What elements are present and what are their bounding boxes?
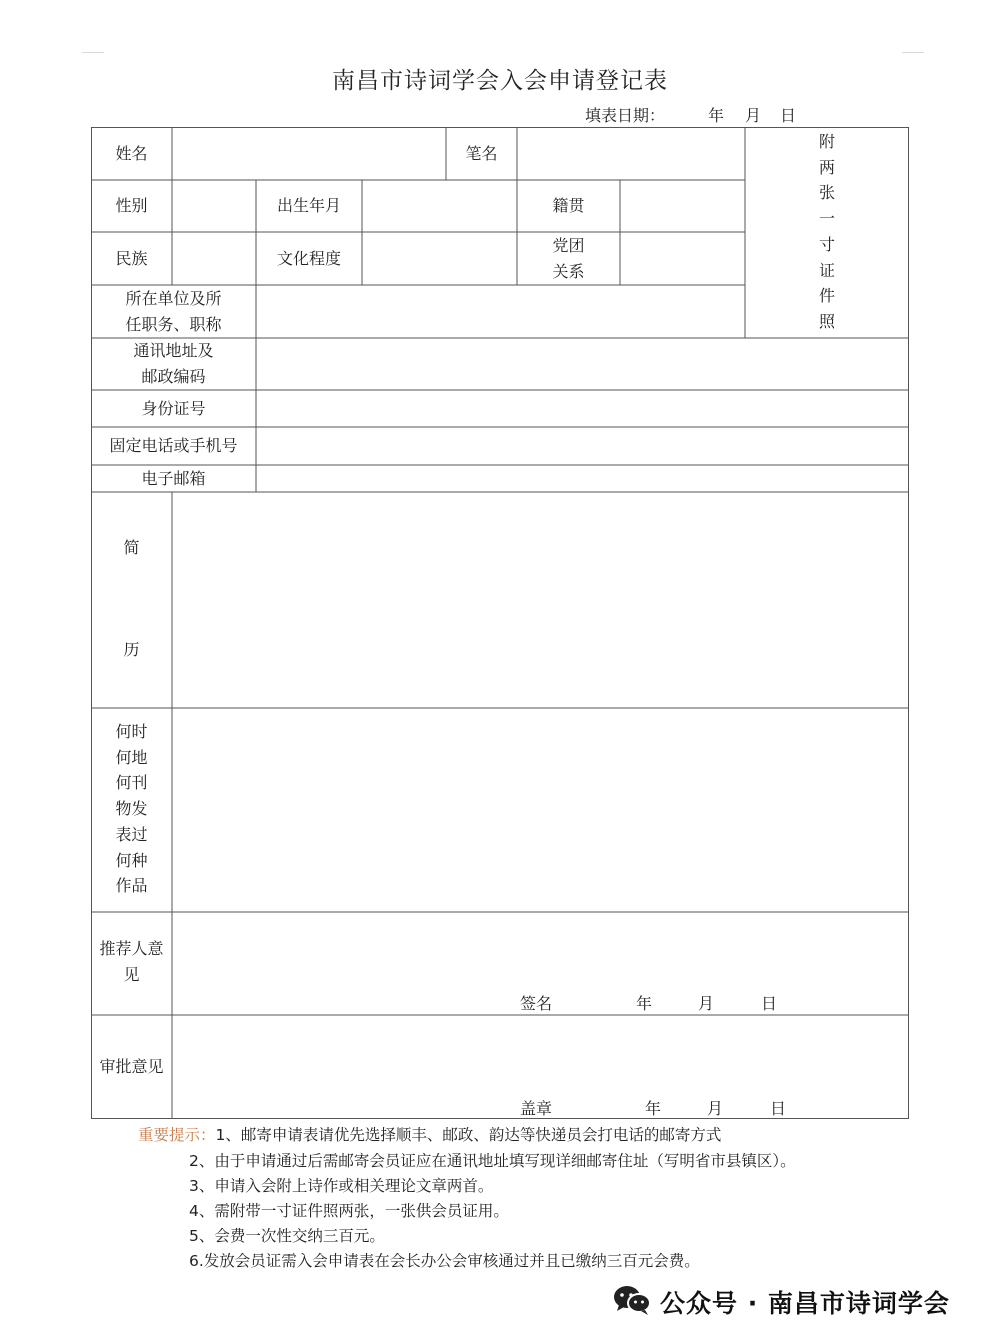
party-label (517, 232, 620, 285)
approval-seal-label: 盖章 (520, 1099, 553, 1118)
form-title: 南昌市诗词学会入会申请登记表 (332, 68, 668, 94)
note-item: 3、申请入会附上诗作或相关理论文章两首。 (189, 1177, 494, 1195)
corner-mark-right (902, 52, 924, 53)
name-label: 姓名 (115, 143, 148, 163)
fill-date-label: 填表日期： (585, 106, 666, 125)
recommender-label-line: 推荐人意 (99, 939, 164, 958)
education-field[interactable] (362, 232, 517, 285)
name-field[interactable] (172, 127, 446, 180)
photo-char: 寸 (818, 234, 835, 254)
gender-label: 性别 (115, 196, 148, 215)
note-item: 2、由于申请通过后需邮寄会员证应在通讯地址填写现详细邮寄住址（写明省市县镇区）。 (189, 1152, 796, 1170)
party-label-line: 关系 (552, 261, 585, 281)
party-label-line: 党团 (552, 235, 585, 255)
fill-date-day: 日 (780, 106, 797, 125)
email-field[interactable] (256, 465, 909, 492)
work-unit-label-line: 任职务、职称 (125, 314, 222, 334)
ethnicity-label: 民族 (115, 248, 148, 268)
gender-field[interactable] (172, 180, 256, 232)
photo-char: 两 (818, 157, 835, 177)
work-unit-label-line: 所在单位及所 (125, 288, 222, 308)
resume-label-2: 历 (123, 640, 140, 659)
work-unit-label (91, 285, 256, 338)
publications-field[interactable] (172, 708, 909, 912)
footer-text: 公众号 · 南昌市诗词学会 (660, 1289, 950, 1318)
address-field[interactable] (256, 338, 909, 390)
note-item: 5、会费一次性交纳三百元。 (189, 1227, 385, 1245)
phone-field[interactable] (256, 427, 909, 465)
publications-label-line: 何种 (115, 850, 148, 870)
approval-seal-day: 日 (770, 1099, 787, 1118)
address-label-line: 通讯地址及 (133, 341, 214, 360)
notes-first-line (138, 1123, 721, 1145)
recommender-sign-label: 签名 (520, 994, 553, 1013)
recommender-sign-year: 年 (636, 994, 653, 1013)
fill-date-month: 月 (745, 106, 762, 125)
footer-watermark (612, 1282, 950, 1322)
photo-char: 附 (818, 132, 835, 151)
publications-label-line: 何地 (115, 747, 148, 767)
birth-label: 出生年月 (276, 196, 341, 215)
note-item: 6.发放会员证需入会申请表在会长办公会审核通过并且已缴纳三百元会费。 (189, 1252, 700, 1270)
publications-label-line: 表过 (115, 824, 148, 844)
photo-char: 一 (818, 209, 835, 229)
application-form-table (91, 127, 909, 1119)
approval-seal-year: 年 (645, 1099, 662, 1118)
photo-char: 照 (818, 311, 835, 331)
native-place-label: 籍贯 (552, 196, 585, 215)
photo-char: 证 (818, 260, 835, 280)
publications-label-line: 作品 (115, 876, 148, 896)
wechat-icon (612, 1284, 652, 1320)
resume-label-1: 简 (123, 538, 140, 557)
pen-name-label: 笔名 (465, 143, 498, 163)
id-number-label: 身份证号 (141, 398, 206, 418)
recommender-sign-month: 月 (698, 994, 715, 1013)
phone-label: 固定电话或手机号 (109, 436, 238, 455)
ethnicity-field[interactable] (172, 232, 256, 285)
email-label: 电子邮箱 (141, 468, 206, 488)
approval-seal-month: 月 (707, 1099, 724, 1118)
notes-label: 重要提示： (138, 1126, 216, 1144)
corner-mark-left (82, 52, 104, 53)
approval-label: 审批意见 (99, 1057, 164, 1076)
note-item: 4、需附带一寸证件照两张，一张供会员证用。 (189, 1202, 509, 1220)
photo-area[interactable] (745, 129, 909, 335)
work-unit-field[interactable] (256, 285, 745, 338)
recommender-label-line: 见 (123, 965, 140, 984)
native-place-field[interactable] (620, 180, 745, 232)
recommender-sign-day: 日 (761, 994, 778, 1013)
birth-field[interactable] (362, 180, 517, 232)
photo-char: 张 (818, 183, 835, 203)
recommender-label (91, 935, 172, 989)
fill-date-year: 年 (708, 106, 725, 125)
publications-label (91, 719, 172, 899)
party-field[interactable] (620, 232, 745, 285)
note-item: 1、邮寄申请表请优先选择顺丰、邮政、韵达等快递员会打电话的邮寄方式 (215, 1126, 722, 1144)
publications-label-line: 何刊 (115, 773, 148, 793)
resume-field[interactable] (172, 492, 909, 708)
photo-char: 件 (818, 286, 835, 306)
address-label (91, 338, 256, 390)
pen-name-field[interactable] (517, 127, 745, 180)
publications-label-line: 物发 (115, 799, 148, 819)
publications-label-line: 何时 (115, 722, 148, 741)
id-number-field[interactable] (256, 390, 909, 427)
education-label: 文化程度 (276, 248, 341, 268)
address-label-line: 邮政编码 (141, 367, 206, 386)
